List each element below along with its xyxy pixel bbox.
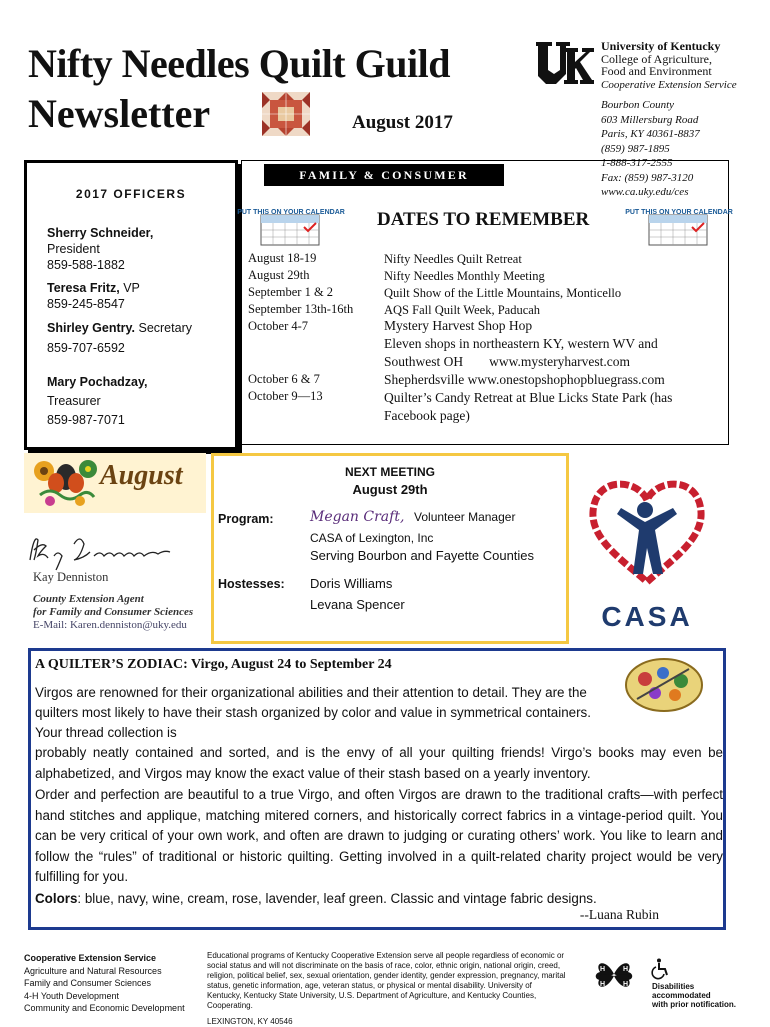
date-5: October 4-7 — [248, 319, 309, 333]
date-2: August 29th — [248, 268, 310, 282]
meeting-date: August 29th — [352, 482, 428, 497]
zodiac-signoff: --Luana Rubin — [579, 907, 659, 922]
footer-program-1: Agriculture and Natural Resources — [24, 965, 162, 976]
footer-disclaimer — [207, 951, 567, 1027]
accessibility-note — [652, 982, 736, 1009]
county-tollfree: 1-888-317-2555 — [601, 157, 673, 169]
officer-role: President — [47, 242, 100, 256]
four-h-clover-icon — [586, 952, 642, 998]
event-9: Quilter’s Candy Retreat at Blue Licks State Park (has — [384, 390, 673, 405]
footer-service: Cooperative Extension Service — [24, 953, 157, 963]
dates-to-remember-box — [237, 160, 733, 445]
zodiac-p1-line3: Your thread collection is — [35, 725, 177, 740]
month-word: August — [100, 460, 183, 491]
agent-title-1: County Extension Agent — [33, 593, 144, 605]
date-1: August 18-19 — [248, 251, 317, 265]
zodiac-p1-rest: probably neatly contained and sorted, and is the envy of all your quilting friends! Virgo’s books may even be alphabetized, and Virgos may know the exact value of their stash based on a yearly inventory. — [35, 745, 723, 781]
event-4: AQS Fall Quilt Week, Paducah — [384, 303, 541, 317]
agent-email[interactable]: E-Mail: Karen.denniston@uky.edu — [33, 619, 187, 631]
uk-university-name: University of Kentucky — [601, 39, 721, 53]
event-1: Nifty Needles Quilt Retreat — [384, 252, 522, 266]
county-city: Paris, KY 40361-8837 — [601, 128, 700, 140]
officer-phone: 859-245-8547 — [47, 297, 125, 311]
date-4: September 13th-16th — [248, 302, 354, 316]
sewing-notions-icon — [623, 655, 705, 715]
svg-text:H: H — [600, 981, 606, 988]
mystery-harvest-link[interactable]: www.mysteryharvest.com — [489, 354, 630, 369]
uk-college-info — [601, 40, 737, 91]
footer-programs — [24, 952, 185, 1015]
svg-text:H: H — [600, 966, 606, 973]
officer-name: Teresa Fritz, — [47, 281, 120, 295]
event-8: Shepherdsville www.onestopshophopbluegrass.com — [384, 372, 665, 387]
calendar-label: PUT THIS ON YOUR CALENDAR — [237, 209, 345, 216]
officer-3 — [47, 320, 192, 356]
hostess-2: Levana Spencer — [310, 597, 405, 612]
footer-program-2: Family and Consumer Sciences — [24, 978, 152, 988]
accessibility-line-2: accommodated — [652, 991, 711, 1000]
department-bar: FAMILY & CONSUMER SCIENCES — [264, 164, 504, 186]
date-6: October 6 & 7 — [248, 372, 320, 386]
newsletter-title-line1: Nifty Needles Quilt Guild — [28, 41, 450, 86]
program-label: Program: — [218, 512, 274, 526]
officer-phone: 859-707-6592 — [47, 341, 125, 355]
hostess-1: Doris Williams — [310, 576, 393, 591]
date-7: October 9—13 — [248, 389, 323, 403]
officer-2 — [47, 280, 140, 312]
county-name: Bourbon County — [601, 99, 675, 111]
officer-name: Sherry Schneider, — [47, 226, 154, 240]
disclaimer-location: LEXINGTON, KY 40546 — [207, 1017, 293, 1026]
officer-phone: 859-588-1882 — [47, 258, 125, 272]
officer-phone: 859-987-7071 — [47, 413, 125, 427]
event-10: Facebook page) — [384, 408, 470, 423]
speaker-name: Megan Craft, — [310, 509, 405, 525]
svg-text:H: H — [623, 981, 629, 988]
accessibility-line-3: with prior notification. — [652, 1000, 736, 1009]
speaker-role: Volunteer Manager — [414, 510, 516, 524]
disclaimer-text: Educational programs of Kentucky Cooperative Extension serve all people regardless of economic or social status and will not discriminate on the basis of race, color, ethnic origin, national origin, creed, religion, political belief, sex, sexual orientation, gender identity, gender expression, pregnancy, marital status, genetic information, age, veteran status, or physical or mental disability. University of Kentucky, Kentucky State University, U.S. Department of Agriculture, and Kentucky Counties, Cooperating. — [207, 951, 566, 1010]
footer-program-4: Community and Economic Development — [24, 1003, 185, 1013]
officer-name: Shirley Gentry. — [47, 321, 135, 335]
calendar-icon — [625, 207, 733, 247]
hostesses-label: Hostesses: — [218, 577, 285, 591]
zodiac-p1-line2: quilters most likely to have their stash organized by color and value in symmetrical containers. — [35, 705, 591, 720]
casa-logo-icon — [585, 470, 710, 635]
officer-role: VP — [123, 281, 140, 295]
date-3: September 1 & 2 — [248, 285, 334, 299]
footer-program-3: 4-H Youth Development — [24, 990, 120, 1001]
zodiac-p2: Order and perfection are beautiful to a true Virgo, and often Virgos are drawn to the traditional crafts—with perfect hand stitches and applique, matching mitered corners, and historically correct fabrics in a vintage-period quilt. You can be very critical of your own work, and often are drawn to judging or curating others’ work. You like to learn and follow the “rules” of traditional or historic quilting. Getting involved in a quilt-related charity project would be very fulfilling for you. — [35, 787, 723, 885]
quilters-zodiac-box — [28, 648, 726, 930]
zodiac-heading: A QUILTER’S ZODIAC: Virgo, August 24 to September 24 — [35, 657, 392, 672]
butterfly-flowers-icon — [30, 455, 100, 509]
event-3: Quilt Show of the Little Mountains, Monticello — [384, 286, 622, 300]
dates-heading: DATES TO REMEMBER — [377, 209, 590, 230]
uk-logo-icon — [534, 40, 594, 90]
event-7 — [384, 353, 630, 371]
casa-wordmark: CASA — [601, 601, 693, 632]
meeting-speaker-line — [310, 509, 515, 525]
uk-college-line1: College of Agriculture, — [601, 51, 712, 66]
officers-heading: 2017 OFFICERS — [75, 187, 187, 201]
agent-name: Kay Denniston — [33, 570, 109, 584]
event-2: Nifty Needles Monthly Meeting — [384, 269, 545, 283]
signature-text: Kay Denniston — [184, 578, 191, 579]
event-6: Eleven shops in northeastern KY, western WV and — [384, 336, 658, 351]
uk-extension-service: Cooperative Extension Service — [601, 78, 737, 91]
accessibility-line-1: Disabilities — [652, 982, 695, 991]
zodiac-p1-line1: Virgos are renowned for their organizational abilities and their attention to detail. They are the — [35, 685, 587, 700]
county-fax: Fax: (859) 987-3120 — [601, 171, 694, 184]
next-meeting-box — [211, 453, 569, 644]
agent-title-2: for Family and Consumer Sciences — [33, 606, 194, 618]
officer-role: Treasurer — [47, 394, 101, 408]
newsletter-title-line2: Newsletter — [28, 91, 211, 136]
county-website: www.ca.uky.edu/ces — [601, 186, 689, 198]
serving-counties: Serving Bourbon and Fayette Counties — [310, 548, 535, 563]
county-address: 603 Millersburg Road — [601, 113, 699, 126]
colors-label: Colors — [35, 891, 78, 906]
speaker-org: CASA of Lexington, Inc — [310, 531, 434, 545]
officer-4 — [47, 373, 148, 430]
meeting-title: NEXT MEETING — [344, 465, 435, 479]
svg-text:H: H — [623, 966, 629, 973]
event-7-region: Southwest OH — [384, 354, 464, 369]
event-5: Mystery Harvest Shop Hop — [384, 318, 533, 333]
colors-text: : blue, navy, wine, cream, rose, lavender, leaf green. Classic and vintage fabric designs. — [77, 891, 597, 906]
officers-box — [24, 160, 238, 450]
calendar-icon — [237, 207, 345, 247]
issue-date: August 2017 — [352, 112, 453, 133]
calendar-label: PUT THIS ON YOUR CALENDAR — [625, 209, 733, 216]
wheelchair-icon — [652, 958, 670, 978]
county-phone: (859) 987-1895 — [601, 142, 670, 155]
quilt-block-icon — [262, 92, 310, 136]
uk-college-line2: Food and Environment — [601, 64, 712, 78]
officer-role: Secretary — [138, 321, 192, 335]
officer-name: Mary Pochadzay, — [47, 375, 148, 389]
officer-1 — [47, 225, 153, 273]
